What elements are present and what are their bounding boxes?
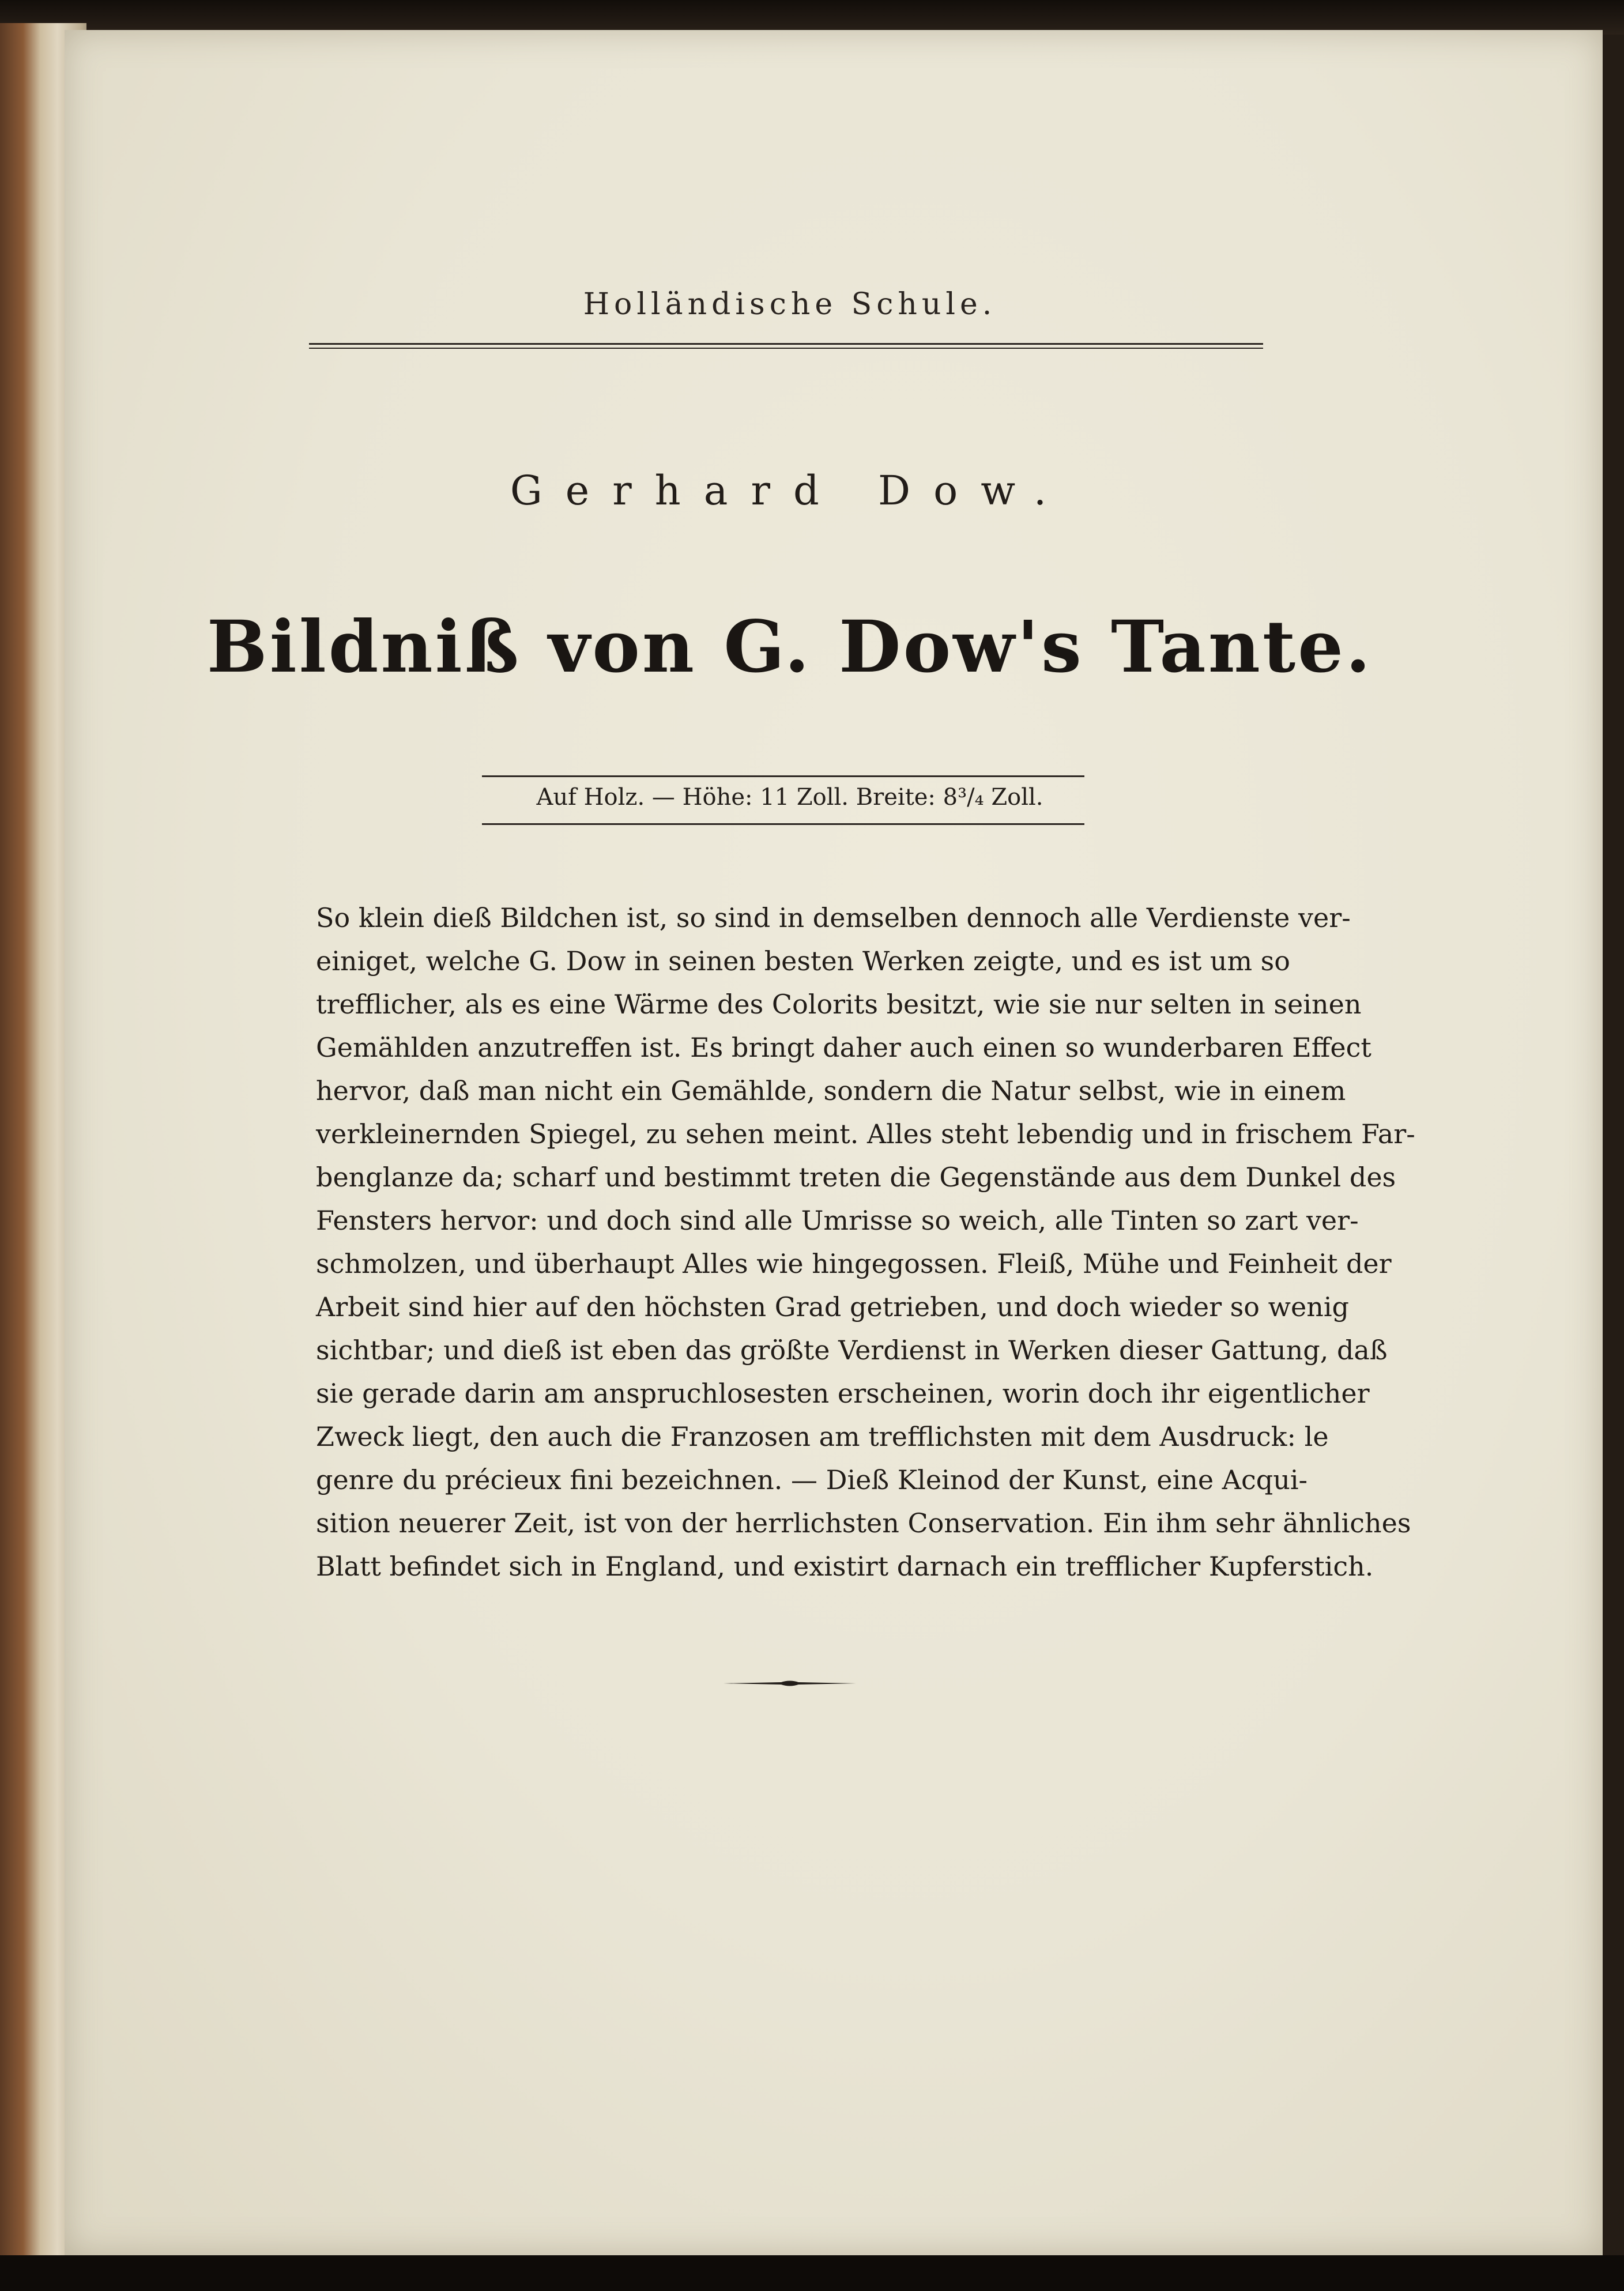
body-line: Arbeit sind hier auf den höchsten Grad getrieben, und doch wieder so wenig bbox=[316, 1291, 1349, 1322]
closing-ornament bbox=[724, 1679, 856, 1687]
scan-background-bottom bbox=[0, 2255, 1624, 2291]
body-line: sition neuerer Zeit, ist von der herrlichsten Conservation. Ein ihm sehr ähnliches bbox=[316, 1508, 1411, 1539]
specs-rule-top bbox=[482, 775, 1084, 777]
body-line: benglanze da; scharf und bestimmt treten die Gegenstände aus dem Dunkel des bbox=[316, 1162, 1396, 1193]
scan-background-top bbox=[0, 0, 1624, 35]
artwork-specs: Auf Holz. — Höhe: 11 Zoll. Breite: 8³/₄ Zoll. bbox=[536, 784, 1043, 811]
body-line: Gemählden anzutreffen ist. Es bringt daher auch einen so wunderbaren Effect bbox=[316, 1032, 1371, 1063]
body-line: Zweck liegt, den auch die Franzosen am trefflichsten mit dem Ausdruck: le bbox=[316, 1421, 1329, 1452]
body-line: hervor, daß man nicht ein Gemählde, sondern die Natur selbst, wie in einem bbox=[316, 1075, 1346, 1106]
body-line: sie gerade darin am anspruchlosesten erscheinen, worin doch ihr eigentlicher bbox=[316, 1378, 1370, 1409]
body-line: einiget, welche G. Dow in seinen besten Werken zeigte, und es ist um so bbox=[316, 945, 1290, 977]
body-line: Fensters hervor: und doch sind alle Umrisse so weich, alle Tinten so zart ver- bbox=[316, 1205, 1359, 1236]
body-line: sichtbar; und dieß ist eben das größte Verdienst in Werken dieser Gattung, daß bbox=[316, 1335, 1388, 1366]
author-name: Gerhard Dow. bbox=[510, 467, 1070, 514]
running-head: Holländische Schule. bbox=[583, 287, 997, 322]
specs-rule-bottom bbox=[482, 823, 1084, 825]
page-title: Bildniß von G. Dow's Tante. bbox=[206, 605, 1373, 689]
body-paragraph bbox=[316, 896, 1415, 1588]
body-line: verkleinernden Spiegel, zu sehen meint. Alles steht lebendig und in frischem Far- bbox=[316, 1118, 1415, 1150]
header-double-rule bbox=[309, 343, 1263, 349]
body-line: schmolzen, und überhaupt Alles wie hingegossen. Fleiß, Mühe und Feinheit der bbox=[316, 1248, 1392, 1279]
body-line: genre du précieux fini bezeichnen. — Dieß Kleinod der Kunst, eine Acqui- bbox=[316, 1464, 1308, 1495]
body-line: So klein dieß Bildchen ist, so sind in demselben dennoch alle Verdienste ver- bbox=[316, 902, 1351, 933]
body-line: Blatt befindet sich in England, und existirt darnach ein trefflicher Kupferstich. bbox=[316, 1551, 1374, 1582]
body-line: trefflicher, als es eine Wärme des Colorits besitzt, wie sie nur selten in seinen bbox=[316, 989, 1362, 1020]
